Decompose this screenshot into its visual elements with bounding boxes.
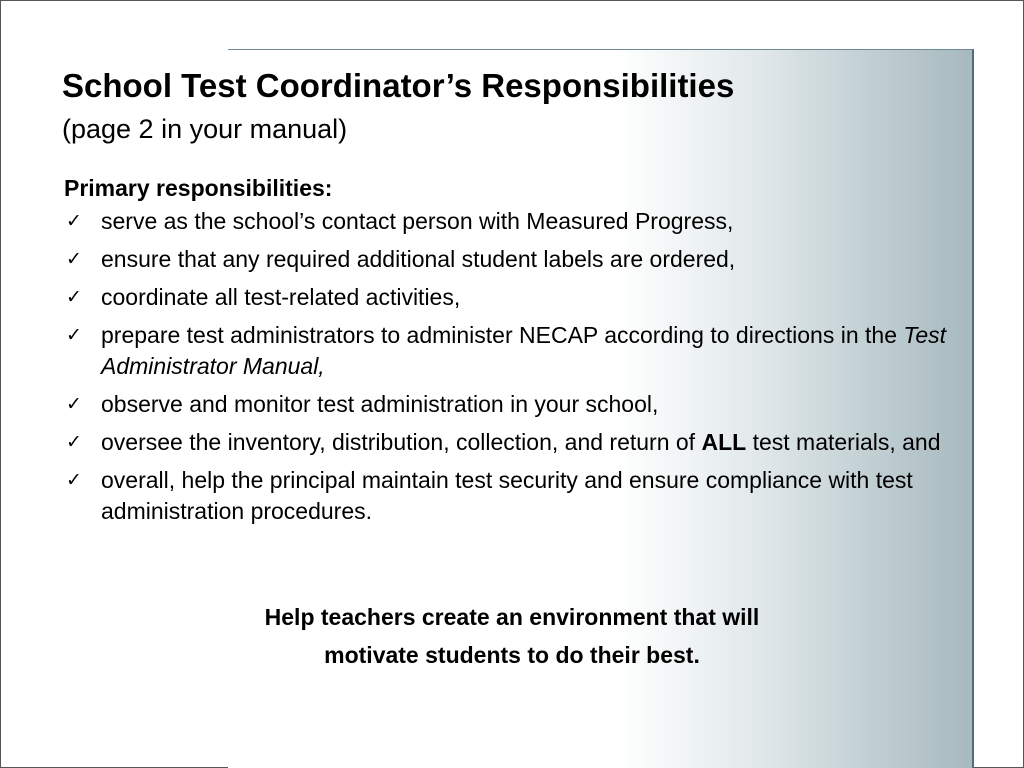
list-item-text: coordinate all test-related activities, [101, 284, 461, 310]
all-emphasis: ALL [701, 429, 747, 455]
check-mark-icon: ✓ [66, 248, 82, 270]
list-item-text-after: test materials, and [746, 429, 941, 455]
responsibility-list [64, 206, 964, 534]
list-item-text: overall, help the principal maintain test security and ensure compliance with test administration procedures. [101, 467, 913, 524]
closing-line-2: motivate students to do their best. [324, 642, 700, 668]
list-item-text: prepare test administrators to administer NECAP according to directions in the [101, 322, 904, 348]
list-item-text: ensure that any required additional student labels are ordered, [101, 246, 736, 272]
slide-subtitle: (page 2 in your manual) [62, 114, 348, 144]
check-mark-icon: ✓ [66, 393, 82, 415]
check-mark-icon: ✓ [66, 210, 82, 232]
list-item-text: oversee the inventory, distribution, collection, and return of [101, 429, 702, 455]
list-item [64, 206, 964, 237]
list-item [64, 427, 964, 458]
check-mark-icon: ✓ [66, 431, 82, 453]
check-mark-icon: ✓ [66, 324, 82, 346]
list-item [64, 282, 964, 313]
list-item [64, 465, 964, 527]
manual-title-italic: Test Administrator Manual, [101, 322, 947, 379]
list-item-text: observe and monitor test administration in your school, [101, 391, 659, 417]
section-heading: Primary responsibilities: [64, 175, 333, 201]
list-item [64, 389, 964, 420]
list-item [64, 320, 964, 382]
list-item [64, 244, 964, 275]
closing-line-1: Help teachers create an environment that will [264, 604, 760, 630]
check-mark-icon: ✓ [66, 286, 82, 308]
list-item-text: serve as the school’s contact person with Measured Progress, [101, 208, 734, 234]
check-mark-icon: ✓ [66, 469, 82, 491]
slide-title: School Test Coordinator’s Responsibilities [62, 67, 735, 104]
